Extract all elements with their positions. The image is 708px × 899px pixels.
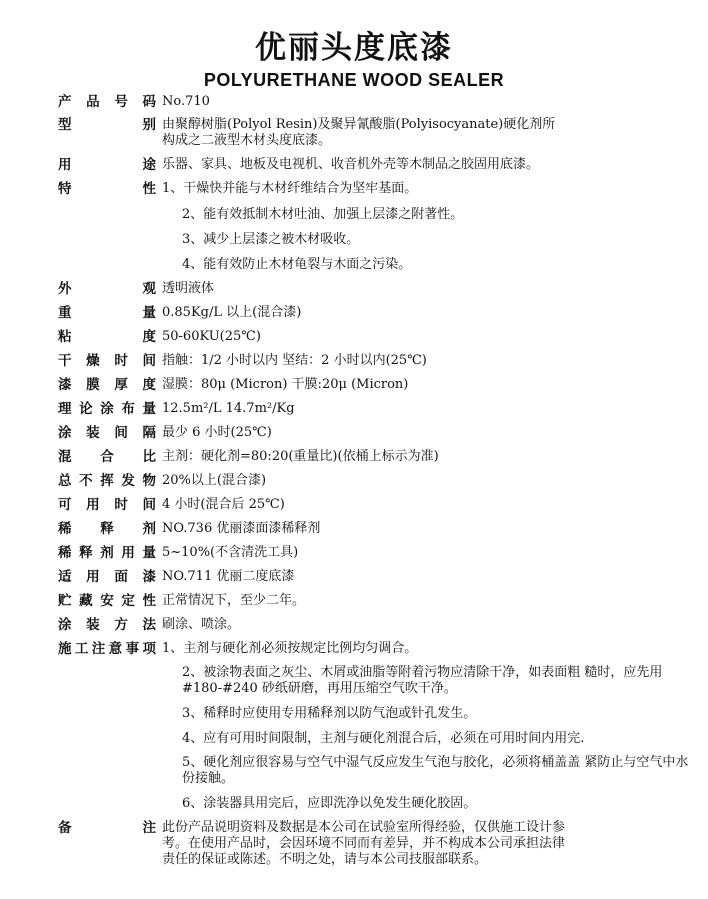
spec-label-char: 漆 xyxy=(58,377,72,393)
spec-list-item xyxy=(58,232,698,248)
spec-label-char: 定 xyxy=(121,593,135,609)
spec-value xyxy=(162,449,698,465)
spec-value-line: 刷涂、喷涂。 xyxy=(162,617,241,632)
spec-value xyxy=(162,820,698,868)
spec-value xyxy=(162,569,698,585)
spec-label-char: 量 xyxy=(142,305,156,321)
spec-list-item xyxy=(58,755,698,787)
spec-label xyxy=(58,157,162,173)
spec-label xyxy=(58,593,162,609)
spec-label-char: 量 xyxy=(142,401,156,417)
page-subtitle: POLYURETHANE WOOD SEALER xyxy=(203,70,505,90)
spec-label xyxy=(58,377,162,393)
spec-label-char: 藏 xyxy=(79,593,93,609)
spec-value-line: NO.736 优丽漆面漆稀释剂 xyxy=(162,521,321,536)
spec-label-char: 注 xyxy=(142,820,156,836)
spec-label xyxy=(58,425,162,441)
spec-label-char: 工 xyxy=(74,641,89,657)
spec-value-line: 此份产品说明资料及数据是本公司在试验室所得经验，仅供施工设计参 xyxy=(162,820,566,835)
spec-row xyxy=(58,281,698,297)
spec-label xyxy=(58,329,162,345)
spec-value-line: 50-60KU(25℃) xyxy=(162,329,261,344)
spec-label-char: 不 xyxy=(79,473,93,489)
spec-label-char: 品 xyxy=(86,94,100,110)
spec-value xyxy=(162,473,698,489)
spec-label xyxy=(58,181,162,197)
spec-list-text: 2、被涂物表面之灰尘、木屑或油脂等附着污物应清除干净，如表面粗 糙时，应先用#180-#240 砂纸研磨，再用压缩空气吹干净。 xyxy=(182,665,663,696)
spec-label-char: 释 xyxy=(100,521,114,537)
spec-value-line: 乐器、家具、地板及电视机、收音机外壳等木制品之胶固用底漆。 xyxy=(162,157,540,172)
spec-label-char: 备 xyxy=(58,820,72,836)
spec-label-char: 适 xyxy=(58,569,72,585)
spec-value-line: 1、干燥快并能与木材纤维结合为坚牢基面。 xyxy=(162,181,418,196)
spec-label xyxy=(58,641,162,657)
spec-row xyxy=(58,425,698,441)
spec-value-line: 0.85Kg/L 以上(混合漆) xyxy=(162,305,302,320)
spec-label xyxy=(58,497,162,513)
spec-value xyxy=(162,94,698,110)
spec-label-char: 涂 xyxy=(58,425,72,441)
spec-label-char: 涂 xyxy=(100,401,114,417)
spec-label-char: 用 xyxy=(58,157,72,173)
spec-value-line: 12.5m²/L 14.7m²/Kg xyxy=(162,401,295,416)
spec-label-char: 间 xyxy=(142,353,156,369)
spec-label-char: 码 xyxy=(142,94,156,110)
spec-value xyxy=(162,377,698,393)
spec-label-char: 产 xyxy=(58,94,72,110)
spec-value xyxy=(162,353,698,369)
spec-label-char: 隔 xyxy=(142,425,156,441)
spec-value xyxy=(162,425,698,441)
spec-row xyxy=(58,377,698,393)
spec-label-char: 间 xyxy=(142,497,156,513)
spec-label xyxy=(58,473,162,489)
spec-label-char: 干 xyxy=(58,353,72,369)
spec-label-char: 稀 xyxy=(58,521,72,537)
spec-value-line: NO.711 优丽二度底漆 xyxy=(162,569,295,584)
spec-row xyxy=(58,117,698,149)
spec-value-line: 主剂：硬化剂=80:20(重量比)(依桶上标示为准) xyxy=(162,449,439,464)
spec-row xyxy=(58,329,698,345)
spec-label-char: 项 xyxy=(142,641,156,657)
spec-list-item xyxy=(58,665,698,697)
spec-row xyxy=(58,617,698,633)
spec-value-line: 湿膜：80μ (Micron) 干膜:20μ (Micron) xyxy=(162,377,409,392)
spec-row xyxy=(58,305,698,321)
spec-value-line: No.710 xyxy=(162,94,210,109)
spec-label-char: 涂 xyxy=(58,617,72,633)
spec-label-char: 释 xyxy=(79,545,93,561)
spec-label-char: 外 xyxy=(58,281,72,297)
spec-label-char: 理 xyxy=(58,401,72,417)
spec-label-char: 剂 xyxy=(142,521,156,537)
spec-label-char: 粘 xyxy=(58,329,72,345)
spec-label xyxy=(58,545,162,561)
spec-label xyxy=(58,401,162,417)
spec-value xyxy=(162,281,698,297)
spec-label xyxy=(58,820,162,836)
spec-value xyxy=(162,401,698,417)
spec-label-char: 用 xyxy=(86,497,100,513)
spec-value xyxy=(162,117,698,149)
spec-value-line: 责任的保证或陈述。不明之处，请与本公司技服部联系。 xyxy=(162,852,488,867)
spec-row xyxy=(58,593,698,609)
spec-value-line: 指触：1/2 小时以内 坚结：2 小时以内(25℃) xyxy=(162,353,427,368)
spec-row xyxy=(58,94,698,110)
spec-label-char: 量 xyxy=(142,545,156,561)
spec-list-text: 4、应有可用时间限制，主剂与硬化剂混合后，必须在可用时间内用完. xyxy=(182,731,585,746)
spec-label-char: 剂 xyxy=(100,545,114,561)
spec-list-text: 3、减少上层漆之被木材吸收。 xyxy=(182,232,360,247)
spec-label-char: 时 xyxy=(114,497,128,513)
spec-label-char: 时 xyxy=(114,353,128,369)
spec-label-char: 面 xyxy=(114,569,128,585)
spec-value-line: 4 小时(混合后 25℃) xyxy=(162,497,285,512)
spec-label-char: 合 xyxy=(100,449,114,465)
spec-label-char: 布 xyxy=(121,401,135,417)
spec-value xyxy=(162,181,698,197)
spec-value-line: 由聚醇树脂(Polyol Resin)及聚异氰酸脂(Polyisocyanate)硬化剂所 xyxy=(162,117,556,132)
page-title: 优丽头度底漆 xyxy=(255,30,453,66)
spec-label-char: 型 xyxy=(58,117,72,133)
spec-label-char: 用 xyxy=(121,545,135,561)
spec-value xyxy=(162,545,698,561)
spec-label-char: 厚 xyxy=(114,377,128,393)
spec-label-char: 注 xyxy=(91,641,106,657)
spec-label xyxy=(58,449,162,465)
spec-label-char: 性 xyxy=(142,593,156,609)
spec-value xyxy=(162,329,698,345)
spec-label-char: 燥 xyxy=(86,353,100,369)
spec-label-char: 论 xyxy=(79,401,93,417)
spec-label xyxy=(58,305,162,321)
spec-row xyxy=(58,181,698,197)
spec-row xyxy=(58,545,698,561)
spec-label-char: 间 xyxy=(114,425,128,441)
spec-value xyxy=(162,617,698,633)
spec-list-item xyxy=(58,257,698,273)
spec-list-item xyxy=(58,731,698,747)
spec-value xyxy=(162,497,698,513)
spec-row xyxy=(58,401,698,417)
spec-label xyxy=(58,569,162,585)
spec-label-char: 重 xyxy=(58,305,72,321)
spec-label-char: 途 xyxy=(142,157,156,173)
spec-value xyxy=(162,593,698,609)
spec-label-char: 装 xyxy=(86,617,100,633)
spec-label-char: 稀 xyxy=(58,545,72,561)
spec-value-line: 透明液体 xyxy=(162,281,215,296)
spec-row xyxy=(58,820,698,868)
spec-value xyxy=(162,157,698,173)
spec-label-char: 度 xyxy=(142,329,156,345)
spec-value-line: 1、主剂与硬化剂必须按规定比例均匀调合。 xyxy=(162,641,418,656)
spec-list-item xyxy=(58,207,698,223)
spec-label-char: 膜 xyxy=(86,377,100,393)
spec-label-char: 总 xyxy=(58,473,72,489)
spec-value-line: 考。在使用产品时，会因环境不同而有差异，并不构成本公司承担法律 xyxy=(162,836,566,851)
spec-value-line: 20%以上(混合漆) xyxy=(162,473,267,488)
spec-row xyxy=(58,353,698,369)
spec-value-line: 正常情况下，至少二年。 xyxy=(162,593,306,608)
spec-label-char: 度 xyxy=(142,377,156,393)
spec-label xyxy=(58,94,162,110)
spec-label-char: 贮 xyxy=(58,593,72,609)
spec-label-char: 别 xyxy=(142,117,156,133)
spec-value xyxy=(162,521,698,537)
spec-label xyxy=(58,617,162,633)
spec-label-char: 物 xyxy=(142,473,156,489)
spec-list-item xyxy=(58,706,698,722)
spec-label-char: 装 xyxy=(86,425,100,441)
spec-list-text: 2、能有效抵制木材吐油、加强上层漆之附著性。 xyxy=(182,207,464,222)
spec-label-char: 意 xyxy=(108,641,123,657)
spec-label-char: 混 xyxy=(58,449,72,465)
spec-label-char: 比 xyxy=(142,449,156,465)
spec-value xyxy=(162,305,698,321)
spec-sheet xyxy=(58,94,698,868)
spec-label-char: 施 xyxy=(58,641,72,657)
spec-label-char: 安 xyxy=(100,593,114,609)
spec-label-char: 法 xyxy=(142,617,156,633)
spec-value-line: 构成之二液型木材头度底漆。 xyxy=(162,133,332,148)
spec-row xyxy=(58,569,698,585)
spec-value-line: 5~10%(不含清洗工具) xyxy=(162,545,299,560)
spec-row xyxy=(58,641,698,657)
spec-list-item xyxy=(58,796,698,812)
spec-label-char: 事 xyxy=(125,641,140,657)
spec-label xyxy=(58,281,162,297)
spec-label-char: 挥 xyxy=(100,473,114,489)
spec-label xyxy=(58,117,162,133)
spec-list-text: 5、硬化剂应很容易与空气中湿气反应发生气泡与胶化，必须将桶盖盖 紧防止与空气中水份接触。 xyxy=(182,755,689,786)
spec-label-char: 性 xyxy=(142,181,156,197)
spec-label-char: 用 xyxy=(86,569,100,585)
spec-label xyxy=(58,353,162,369)
spec-row xyxy=(58,449,698,465)
spec-label xyxy=(58,521,162,537)
spec-label-char: 号 xyxy=(114,94,128,110)
spec-label-char: 发 xyxy=(121,473,135,489)
spec-row xyxy=(58,497,698,513)
spec-label-char: 方 xyxy=(114,617,128,633)
spec-label-char: 可 xyxy=(58,497,72,513)
spec-label-char: 漆 xyxy=(142,569,156,585)
spec-list-text: 3、稀释时应使用专用稀释剂以防气泡或针孔发生。 xyxy=(182,706,477,721)
spec-list-text: 4、能有效防止木材龟裂与木面之污染。 xyxy=(182,257,412,272)
spec-value-line: 最少 6 小时(25℃) xyxy=(162,425,272,440)
spec-list-text: 6、涂装器具用完后，应即洗净以免发生硬化胶固。 xyxy=(182,796,477,811)
spec-label-char: 观 xyxy=(142,281,156,297)
spec-row xyxy=(58,473,698,489)
spec-value xyxy=(162,641,698,657)
spec-row xyxy=(58,157,698,173)
spec-row xyxy=(58,521,698,537)
spec-label-char: 特 xyxy=(58,181,72,197)
